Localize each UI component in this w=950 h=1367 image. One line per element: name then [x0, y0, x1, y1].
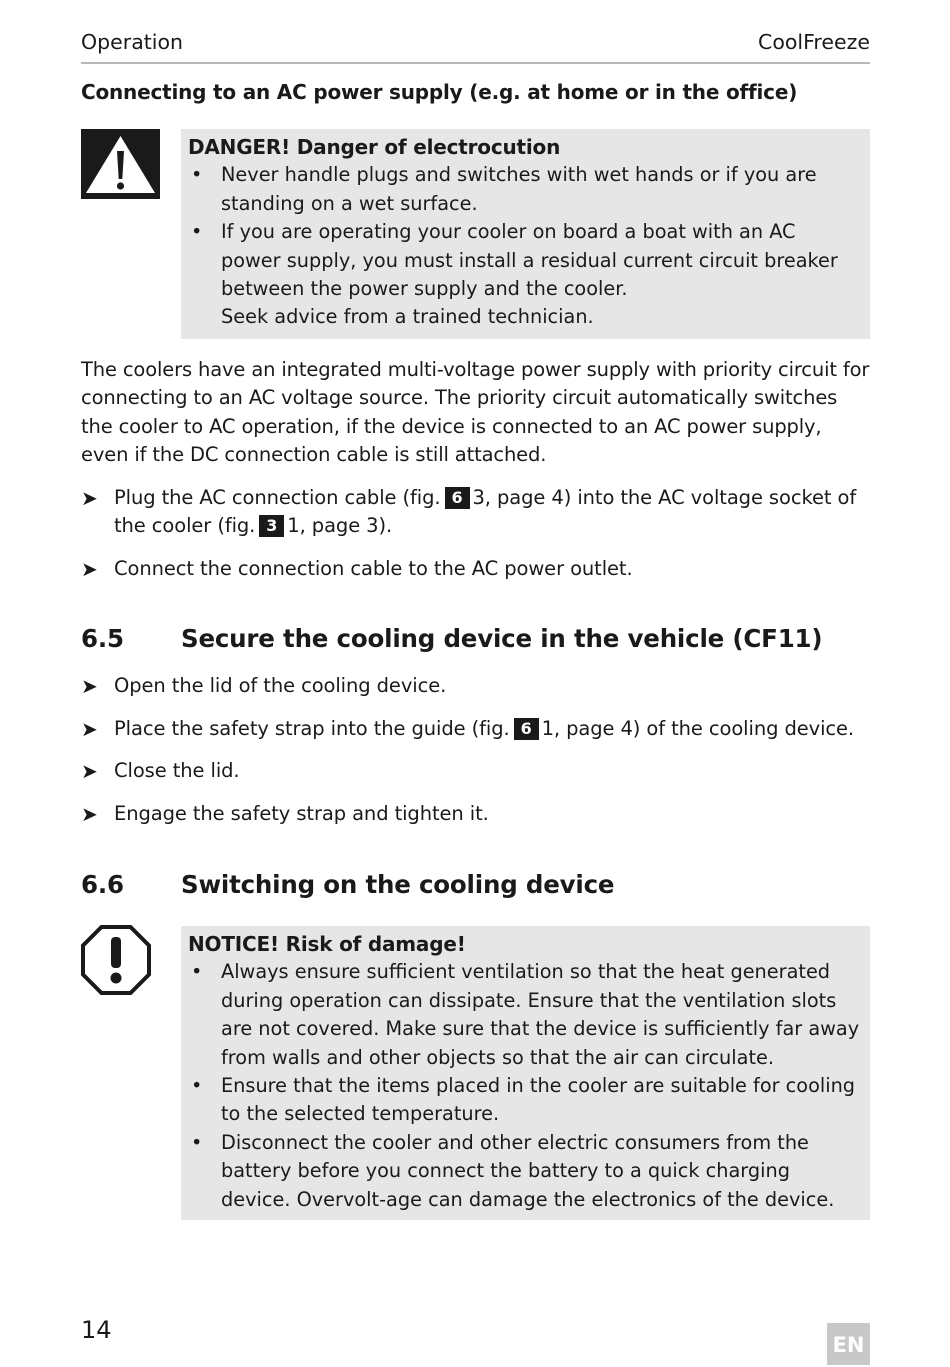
- danger-title: DANGER! Danger of electrocution: [188, 135, 561, 159]
- section-number: 6.5: [81, 624, 124, 653]
- header-product: CoolFreeze: [758, 30, 870, 54]
- section-title: Switching on the cooling device: [181, 870, 615, 899]
- arrow-right-icon: ➤: [81, 674, 98, 698]
- arrow-right-icon: ➤: [81, 802, 98, 826]
- notice-item: • Ensure that the items placed in the cooler are suitable for cooling to the selected temperature.: [188, 1072, 860, 1129]
- figure-ref: 6: [445, 487, 470, 509]
- body-paragraph: The coolers have an integrated multi-voltage power supply with priority circuit for connecting to an AC voltage source. The priority circuit automatically switches the cooler to AC operation, if the device is connected to an AC power supply, even if the DC connection cable is still attached.: [81, 358, 870, 467]
- arrow-right-icon: ➤: [81, 759, 98, 783]
- figure-ref: 6: [514, 718, 539, 740]
- notice-box: [181, 926, 870, 1220]
- page-number: 14: [81, 1316, 112, 1344]
- instruction-step: ➤ Engage the safety strap and tighten it.: [81, 800, 870, 828]
- language-tab: EN: [827, 1323, 870, 1365]
- instruction-step: ➤ Place the safety strap into the guide (fig. 6 1, page 4) of the cooling device.: [81, 715, 870, 743]
- section-title: Secure the cooling device in the vehicle (CF11): [181, 624, 823, 653]
- danger-continuation: Seek advice from a trained technician.: [221, 305, 594, 329]
- notice-list: [188, 958, 860, 1214]
- notice-item: • Always ensure sufficient ventilation so that the heat generated during operation can dissipate. Ensure that the ventilation slots are not covered. Make sure that the device is sufficiently far away from walls and other objects so that the air can circulate.: [188, 958, 860, 1072]
- instruction-step: ➤ Close the lid.: [81, 757, 870, 785]
- arrow-right-icon: ➤: [81, 557, 98, 581]
- warning-triangle-icon: [81, 129, 160, 199]
- instruction-step: ➤ Plug the AC connection cable (fig. 6 3, page 4) into the AC voltage socket of the cooler (fig. 3 1, page 3).: [81, 486, 857, 538]
- ac-subheading: Connecting to an AC power supply (e.g. at home or in the office): [81, 80, 798, 104]
- running-header: [81, 30, 870, 64]
- danger-item: • Never handle plugs and switches with wet hands or if you are standing on a wet surface.: [188, 161, 860, 218]
- danger-item: • If you are operating your cooler on board a boat with an AC power supply, you must install a residual current circuit breaker between the power supply and the cooler.: [188, 218, 860, 303]
- header-section: Operation: [81, 30, 184, 54]
- notice-title: NOTICE! Risk of damage!: [188, 932, 466, 956]
- figure-ref: 3: [259, 515, 284, 537]
- danger-box: [181, 129, 870, 339]
- section-number: 6.6: [81, 870, 124, 899]
- arrow-right-icon: ➤: [81, 717, 98, 741]
- instruction-step: ➤ Open the lid of the cooling device.: [81, 672, 870, 700]
- instruction-step: ➤ Connect the connection cable to the AC power outlet.: [81, 555, 870, 583]
- arrow-right-icon: ➤: [81, 486, 98, 510]
- notice-item: • Disconnect the cooler and other electric consumers from the battery before you connect the battery to a quick charging device. Overvolt-age can damage the electronics of the device.: [188, 1129, 860, 1214]
- danger-list: [188, 161, 860, 303]
- notice-octagon-icon: [81, 925, 151, 995]
